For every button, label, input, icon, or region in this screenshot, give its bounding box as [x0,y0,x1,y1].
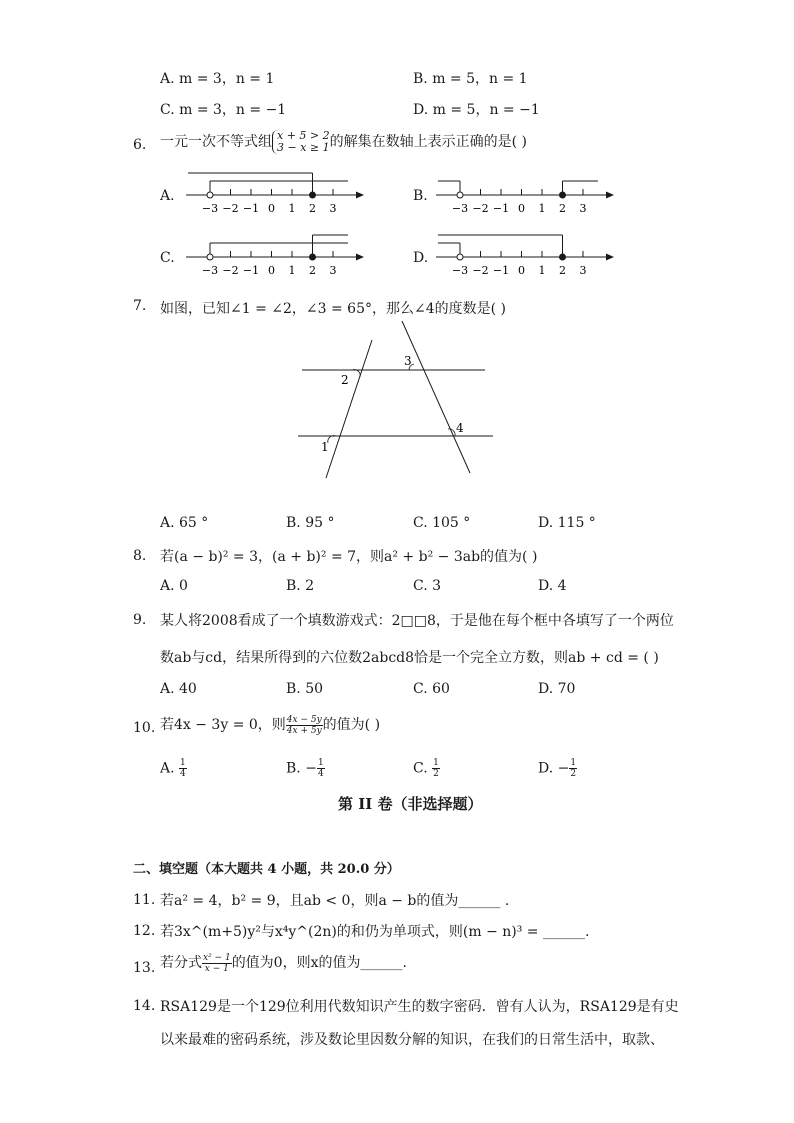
angle-2-label: 2 [341,373,349,387]
q10-option-b-label: B. [286,760,301,777]
axis-arrow [606,192,614,199]
q9-option-b: B. 50 [286,681,324,697]
tick-label: 3 [579,264,587,277]
number-line-a [180,168,370,220]
q10-option-d-sign: − [557,760,570,777]
q7-option-d: D. 115 ° [538,515,596,531]
q14-stem-line1: RSA129是一个129位利用代数知识产生的数字密码．曾有人认为，RSA129是有史 [160,999,679,1015]
axis-arrow [606,254,614,261]
tick-label: −2 [222,202,239,215]
q5-option-d: D. m = 5，n = −1 [413,102,540,118]
q10-option-b-den: 4 [317,769,324,779]
q10-stem-suffix: 的值为( ) [322,717,381,733]
tick-label: −1 [492,264,510,277]
q6-number: 6. [133,137,147,153]
tick-label: 3 [579,202,587,215]
tick-label: 3 [329,264,337,277]
open-endpoint [207,254,213,260]
q11-stem: 若a² = 4，b² = 9，且ab < 0，则a − b的值为______ . [160,893,510,909]
angle-3-label: 3 [404,354,412,368]
tick-label: −3 [201,264,219,277]
q6-stem-suffix: 的解集在数轴上表示正确的是( ) [329,134,527,150]
angle-1-arc [328,436,336,443]
right-transversal [402,321,470,473]
q7-figure [290,318,510,478]
angle-2-arc [352,370,360,377]
q14-stem-line2: 以来最难的密码系统，涉及数论里因数分解的知识，在我们的日常生活中，取款、 [160,1032,664,1048]
q10-option-b [286,758,325,779]
tick-label: 0 [268,264,275,277]
q12-stem: 若3x^(m+5)y²与x⁴y^(2n)的和仍为单项式，则(m − n)³ = ______. [160,924,590,940]
q7-number: 7. [133,298,147,314]
closed-endpoint [560,254,566,260]
q8-option-a: A. 0 [160,578,188,594]
angle-4-label: 4 [456,421,464,435]
axis-arrow [356,192,364,199]
q11-number: 11. [133,892,156,908]
q6-stem-prefix: 一元一次不等式组 [160,134,272,150]
q10-fraction-denominator: 4x + 5y [286,725,322,736]
q10-option-d-num: 1 [570,758,577,768]
q6-option-c-label: C. [160,250,175,266]
closed-endpoint [310,254,316,260]
q8-option-c: C. 3 [413,578,442,594]
section-title: 第 II 卷（非选择题） [338,795,483,813]
tick-label: −3 [451,202,469,215]
tick-label: −3 [451,264,469,277]
tick-label: 2 [309,202,316,215]
q9-option-a: A. 40 [160,681,197,697]
number-line-c [180,230,370,282]
q10-option-b-sign: − [305,760,317,777]
q10-option-a-label: A. [160,760,175,777]
closed-endpoint [560,192,566,198]
q13-fraction-denominator: x − 1 [204,963,229,974]
tick-label: 3 [329,202,337,215]
q10-number: 10. [133,720,156,736]
inequality-system [272,130,330,154]
q8-number: 8. [133,548,147,564]
q10-stem [160,714,380,736]
q10-fraction [286,715,323,736]
q10-fraction-numerator: 4x − 5y [286,714,322,725]
q5-option-b: B. m = 5，n = 1 [413,71,528,87]
left-transversal [326,340,372,478]
q6-option-a-label: A. [160,188,175,204]
tick-label: 1 [538,264,546,277]
tick-label: −2 [472,264,489,277]
tick-label: 2 [309,264,316,277]
q13-stem-suffix: 的值为0，则x的值为______. [231,955,407,971]
q10-option-c-num: 1 [433,758,439,768]
tick-label: −3 [201,202,219,215]
tick-label: −1 [492,202,510,215]
inequality-1: x + 5 > 2 [277,129,330,142]
q10-stem-prefix: 若4x − 3y = 0，则 [160,717,286,733]
q8-option-b: B. 2 [286,578,315,594]
tick-label: 1 [288,264,296,277]
tick-label: 2 [559,264,566,277]
q13-stem [160,952,407,974]
q10-option-b-num: 1 [317,758,324,768]
tick-label: 1 [288,202,296,215]
tick-label: −2 [222,264,239,277]
tick-label: 0 [518,264,525,277]
q10-option-c-label: C. [413,760,428,777]
q8-stem: 若(a − b)² = 3，(a + b)² = 7，则a² + b² − 3ab的值为( ) [160,549,538,565]
q9-stem-line1: 某人将2008看成了一个填数游戏式：2□□8，于是他在每个框中各填写了一个两位 [160,613,674,629]
q6-stem [160,130,527,154]
q9-option-d: D. 70 [538,681,576,697]
q8-option-d: D. 4 [538,578,567,594]
q13-stem-prefix: 若分式 [160,955,202,971]
tick-label: 2 [559,202,566,215]
q5-option-c: C. m = 3，n = −1 [160,102,287,118]
tick-label: −2 [472,202,489,215]
axis-arrow [356,254,364,261]
inequality-2: 3 − x ≥ 1 [277,141,330,154]
q9-option-c: C. 60 [413,681,450,697]
part2-title: 二、填空题（本大题共 4 小题，共 20.0 分） [133,862,400,877]
q7-stem: 如图，已知∠1 = ∠2，∠3 = 65°，那么∠4的度数是( ) [160,301,507,317]
q13-fraction [202,953,232,974]
q10-option-a-num: 1 [180,758,186,768]
tick-label: −1 [242,202,260,215]
angle-1-label: 1 [321,440,329,454]
open-endpoint [207,192,213,198]
q9-number: 9. [133,612,147,628]
open-endpoint [457,254,463,260]
q10-option-a [160,758,187,779]
number-line-b [430,168,620,220]
tick-label: 0 [268,202,275,215]
tick-label: 0 [518,202,525,215]
open-endpoint [457,192,463,198]
tick-label: 1 [538,202,546,215]
q6-option-d-label: D. [413,250,429,266]
q10-option-c [413,758,440,779]
closed-endpoint [310,192,316,198]
q10-option-a-den: 4 [180,769,186,779]
q7-option-a: A. 65 ° [160,515,209,531]
tick-label: −1 [242,264,260,277]
number-line-d [430,230,620,282]
q6-option-b-label: B. [413,188,428,204]
q10-option-c-den: 2 [433,769,439,779]
q13-number: 13. [133,960,156,976]
q14-number: 14. [133,998,156,1014]
q7-option-b: B. 95 ° [286,515,335,531]
q10-option-d-label: D. [538,760,554,777]
q13-fraction-numerator: x² − 1 [203,952,231,963]
q12-number: 12. [133,923,156,939]
q9-stem-line2: 数ab与cd，结果所得到的六位数2abcd8恰是一个完全立方数，则ab + cd = ( ) [160,650,659,666]
q7-option-c: C. 105 ° [413,515,471,531]
q10-option-d [538,758,577,779]
q10-option-d-den: 2 [570,769,577,779]
q5-option-a: A. m = 3，n = 1 [160,71,275,87]
